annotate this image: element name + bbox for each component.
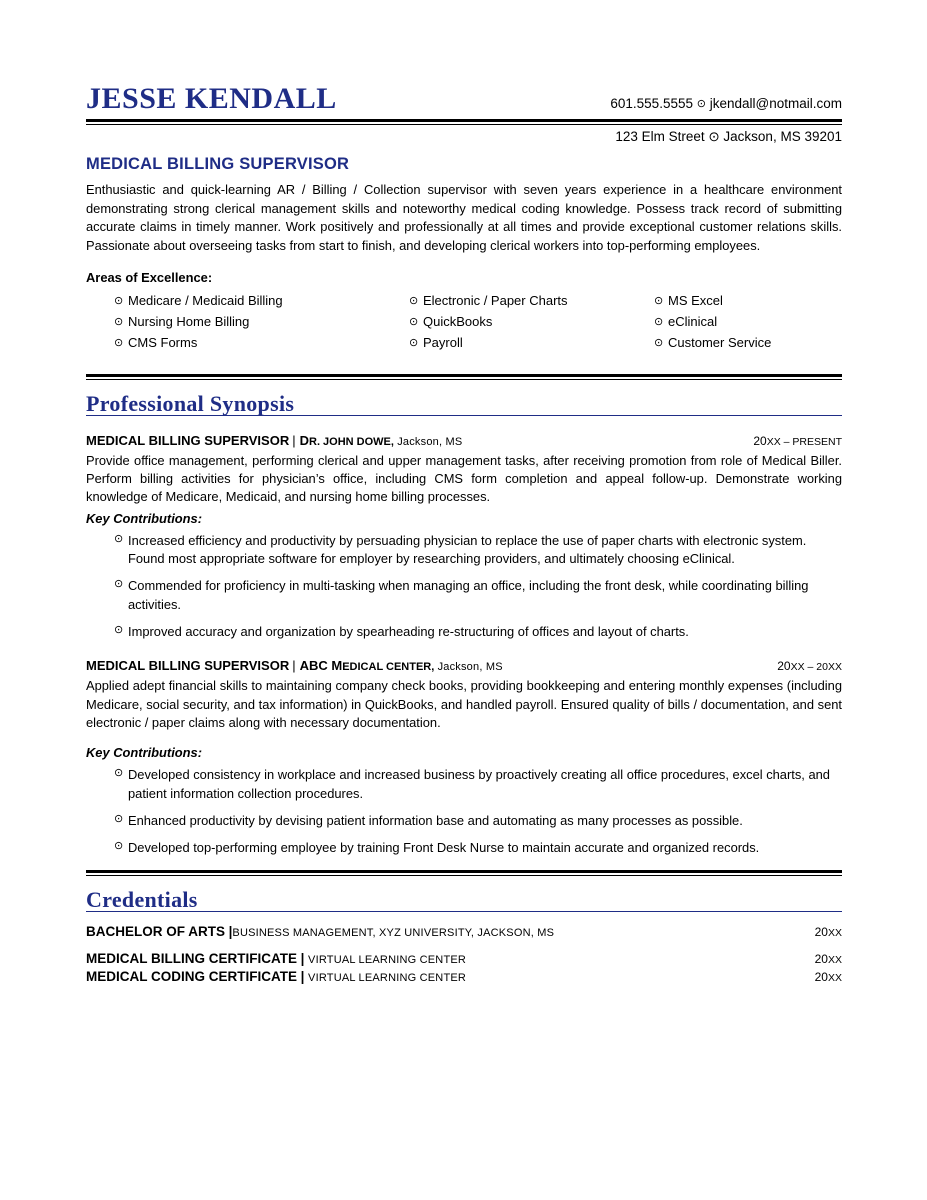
page-title: MEDICAL BILLING SUPERVISOR: [86, 155, 350, 173]
experience-location: Jackson, MS: [393, 435, 463, 448]
list-item: [626, 313, 842, 331]
bullet-icon: ⊙: [114, 812, 124, 825]
credential-divider: |: [300, 950, 305, 966]
credential-year-suffix: XX: [827, 971, 842, 984]
credential-row: [86, 969, 842, 984]
list-item: [86, 812, 842, 830]
credential-year: [815, 925, 842, 939]
credential-degree: BACHELOR OF ARTS: [86, 923, 225, 939]
key-contributions-list: [86, 766, 842, 857]
email-address: jkendall@notmail.com: [709, 96, 842, 111]
credential-row: [86, 951, 842, 966]
credential-year-prefix: 20: [814, 951, 828, 966]
experience-location: Jackson, MS: [434, 661, 503, 674]
list-item-label: Medicare / Medicaid Billing: [128, 292, 283, 308]
bullet-icon: ⊙: [114, 294, 124, 307]
experience-entry: [86, 658, 842, 857]
areas-of-excellence-grid: [86, 292, 842, 352]
experience-date-prefix: 20: [753, 433, 767, 448]
section-divider: [86, 374, 842, 380]
list-item: [86, 766, 842, 803]
list-item-label: Commended for proficiency in multi-tasking when managing an office, including the front desk, while coordinating billing activities.: [128, 578, 809, 612]
phone-number: 601.555.5555: [610, 96, 693, 111]
list-item-label: Payroll: [423, 334, 463, 350]
experience-date-rest: XX – 20: [790, 661, 828, 674]
experience-date-tail: RESENT: [799, 435, 842, 448]
experience-divider: |: [292, 432, 296, 448]
bullet-icon: ⊙: [654, 315, 664, 328]
bullet-icon: ⊙: [114, 840, 124, 853]
header-divider: [86, 119, 842, 125]
professional-summary: Enthusiastic and quick-learning AR / Billing / Collection supervisor with seven years experience in a healthcare environment demonstrating strong clerical management skills and noteworthy medical coding knowledge. Possess track record of submitting accurate claims in timely manner. Work positively and professionally at all times and provide exceptional customer relations skills. Passionate about overseeing tasks from start to finish, and developing clerical workers into top-performing employees.: [86, 182, 842, 254]
experience-dates: [777, 659, 842, 673]
credential-year: [815, 952, 842, 966]
credential-year-prefix: 20: [814, 969, 828, 984]
credential-detail: BUSINESS MANAGEMENT, XYZ UNIVERSITY, JACKSON, MS: [232, 926, 555, 939]
list-item-label: MS Excel: [668, 292, 723, 308]
list-item: [381, 334, 626, 352]
section-divider: [86, 870, 842, 876]
list-item: [86, 839, 842, 857]
list-item: [86, 334, 381, 352]
list-item-label: Developed top-performing employee by training Front Desk Nurse to maintain accurate and organized records.: [128, 840, 760, 856]
credential-year-suffix: XX: [827, 926, 842, 939]
experience-header: [86, 658, 842, 673]
experience-company-initial: ABC M: [299, 658, 343, 674]
experience-description: Provide office management, performing clerical and upper management tasks, after receiving promotion from role of Medical Biller. Perform billing activities for physician’s office, including CMS form completion and appeal follow-up. Demonstrate working knowledge of Medicare, Medicaid, and nursing home billing processes.: [86, 452, 842, 505]
credential-detail: VIRTUAL LEARNING CENTER: [308, 971, 467, 984]
list-item: [626, 334, 842, 352]
experience-company: EDICAL CENTER,: [342, 661, 435, 674]
resume-header: [86, 84, 842, 114]
list-item: [381, 313, 626, 331]
bullet-icon: ⊙: [114, 767, 124, 780]
experience-dates: [753, 434, 842, 448]
list-item: [86, 313, 381, 331]
experience-company-initial: D: [299, 432, 309, 448]
bullet-icon: ⊙: [114, 624, 124, 636]
credential-detail: VIRTUAL LEARNING CENTER: [308, 953, 467, 966]
list-item: [626, 292, 842, 310]
credential-row: [86, 924, 842, 939]
list-item-label: QuickBooks: [423, 313, 493, 329]
experience-divider: |: [292, 658, 296, 674]
key-contributions-label: Key Contributions:: [86, 745, 203, 761]
credential-degree: MEDICAL CODING CERTIFICATE: [86, 968, 297, 984]
credential-year-suffix: XX: [827, 953, 842, 966]
list-item-label: CMS Forms: [128, 334, 198, 350]
section-heading-synopsis: Professional Synopsis: [86, 390, 295, 416]
experience-date-tail: XX: [827, 661, 842, 674]
experience-entry: [86, 433, 842, 642]
experience-description: Applied adept financial skills to maintaining company check books, providing bookkeeping and entering monthly expenses (including Medicare, social security, and tax information) in QuickBooks, and handled payroll. Ensured quality of bills / documentation, and sent electronic / paper claims along with necessary documentation.: [86, 678, 842, 730]
list-item: [86, 623, 842, 641]
key-contributions-list: [86, 532, 842, 642]
areas-of-excellence-title: Areas of Excellence:: [86, 269, 213, 285]
credential-year-prefix: 20: [814, 924, 828, 939]
experience-role: MEDICAL BILLING SUPERVISOR: [86, 658, 290, 674]
address-line: 123 Elm Street ⊙ Jackson, MS 39201: [615, 129, 842, 144]
section-heading-credentials: Credentials: [86, 886, 198, 912]
list-item: [86, 292, 381, 310]
list-item-label: Nursing Home Billing: [128, 313, 250, 329]
contact-line: [610, 96, 842, 114]
list-item-label: Developed consistency in workplace and increased business by proactively creating all office procedures, excel charts, and patient information collection procedures.: [128, 767, 830, 801]
bullet-icon: ⊙: [409, 336, 419, 349]
bullet-icon: ⊙: [114, 532, 124, 545]
experience-date-prefix: 20: [777, 659, 791, 674]
credential-degree: MEDICAL BILLING CERTIFICATE: [86, 950, 297, 966]
bullet-icon: ⊙: [114, 336, 124, 349]
list-item: [381, 292, 626, 310]
credential-year: [815, 970, 842, 984]
key-contributions-label: Key Contributions:: [86, 510, 203, 526]
list-item: [86, 532, 842, 569]
experience-role: MEDICAL BILLING SUPERVISOR: [86, 432, 290, 448]
credential-divider: |: [300, 968, 305, 984]
list-item-label: Enhanced productivity by devising patient information base and automating as many processes as possible.: [128, 812, 743, 828]
candidate-name: JESSE KENDALL: [86, 82, 337, 115]
experience-header: [86, 433, 842, 448]
section-heading-underline: [86, 911, 842, 912]
list-item-label: Increased efficiency and productivity by persuading physician to replace the use of paper charts with electronic system. Found most appropriate software for employer by researching providers, and ultimately choosing eClinical.: [128, 532, 807, 567]
resume-content: [86, 84, 842, 984]
bullet-icon: ⊙: [654, 294, 664, 307]
list-item: [86, 577, 842, 614]
list-item-label: eClinical: [668, 313, 718, 329]
bullet-icon: ⊙: [409, 294, 419, 307]
list-item-label: Customer Service: [668, 334, 772, 350]
list-item-label: Electronic / Paper Charts: [423, 292, 568, 308]
experience-company: R. JOHN DOWE,: [309, 435, 394, 448]
experience-date-rest: XX – P: [766, 435, 800, 448]
bullet-separator-icon: ⊙: [696, 98, 706, 110]
bullet-icon: ⊙: [409, 315, 419, 328]
bullet-icon: ⊙: [654, 336, 664, 349]
list-item-label: Improved accuracy and organization by spearheading re-structuring of offices and layout of charts.: [128, 624, 689, 639]
bullet-icon: ⊙: [114, 578, 124, 591]
bullet-icon: ⊙: [114, 315, 124, 328]
credential-divider: |: [228, 923, 233, 939]
